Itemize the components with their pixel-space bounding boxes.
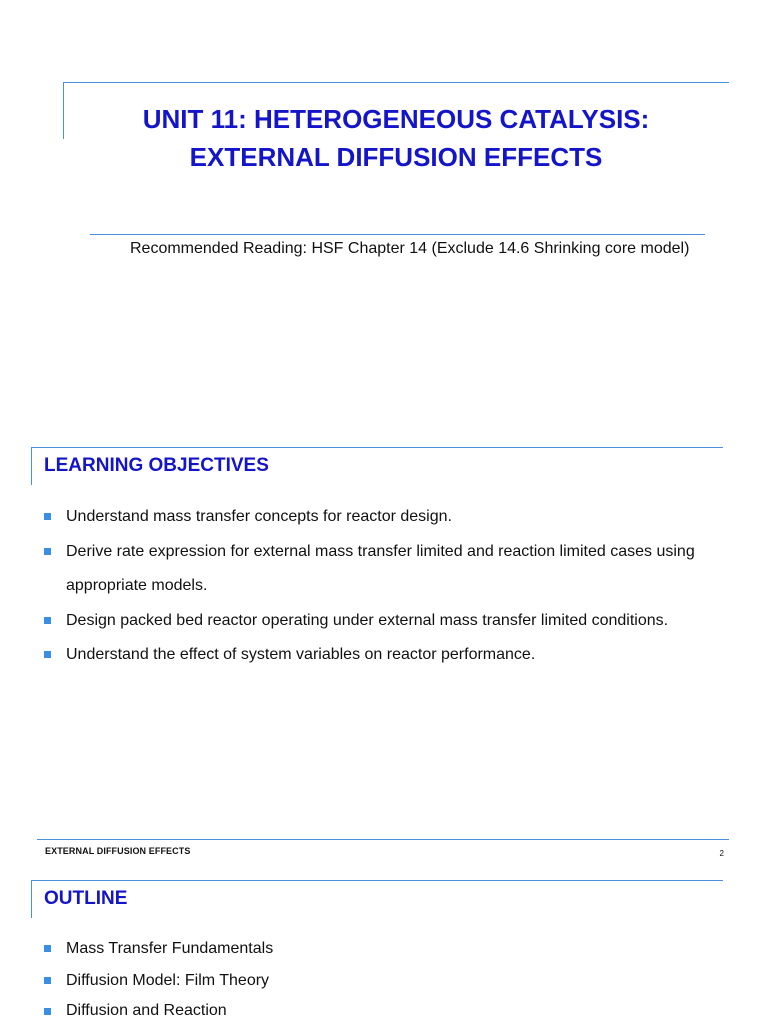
unit-title <box>63 100 729 176</box>
unit-title-line-2: EXTERNAL DIFFUSION EFFECTS <box>189 142 603 172</box>
square-bullet-icon <box>44 1008 51 1015</box>
list-item: Understand mass transfer concepts for reactor design. <box>44 500 734 535</box>
list-item: Diffusion and Reaction <box>44 997 734 1025</box>
recommended-reading: Recommended Reading: HSF Chapter 14 (Exclude 14.6 Shrinking core model) <box>130 240 690 257</box>
list-item: Design packed bed reactor operating under external mass transfer limited conditions. <box>44 604 734 639</box>
square-bullet-icon <box>44 548 51 555</box>
square-bullet-icon <box>44 513 51 520</box>
objectives-heading: LEARNING OBJECTIVES <box>44 455 269 476</box>
square-bullet-icon <box>44 617 51 624</box>
list-item: Mass Transfer Fundamentals <box>44 933 734 965</box>
title-frame-top-rule <box>63 82 729 83</box>
objectives-top-rule <box>31 447 723 448</box>
objectives-left-rule <box>31 447 32 485</box>
list-item: Diffusion Model: Film Theory <box>44 965 734 997</box>
list-item: Derive rate expression for external mass transfer limited and reaction limited cases using appropriate models. <box>44 535 734 604</box>
square-bullet-icon <box>44 977 51 984</box>
square-bullet-icon <box>44 651 51 658</box>
title-bottom-rule <box>90 234 705 235</box>
outline-top-rule <box>31 880 723 881</box>
outline-left-rule <box>31 880 32 918</box>
square-bullet-icon <box>44 945 51 952</box>
slide-footer: EXTERNAL DIFFUSION EFFECTS <box>45 846 191 856</box>
footer-rule <box>37 839 729 840</box>
unit-title-line-1: UNIT 11: HETEROGENEOUS CATALYSIS: <box>142 104 650 134</box>
objectives-list <box>44 500 734 673</box>
list-item: Understand the effect of system variables on reactor performance. <box>44 638 734 673</box>
outline-heading: OUTLINE <box>44 888 128 909</box>
page-number: 2 <box>719 849 724 858</box>
outline-list <box>44 933 734 1025</box>
